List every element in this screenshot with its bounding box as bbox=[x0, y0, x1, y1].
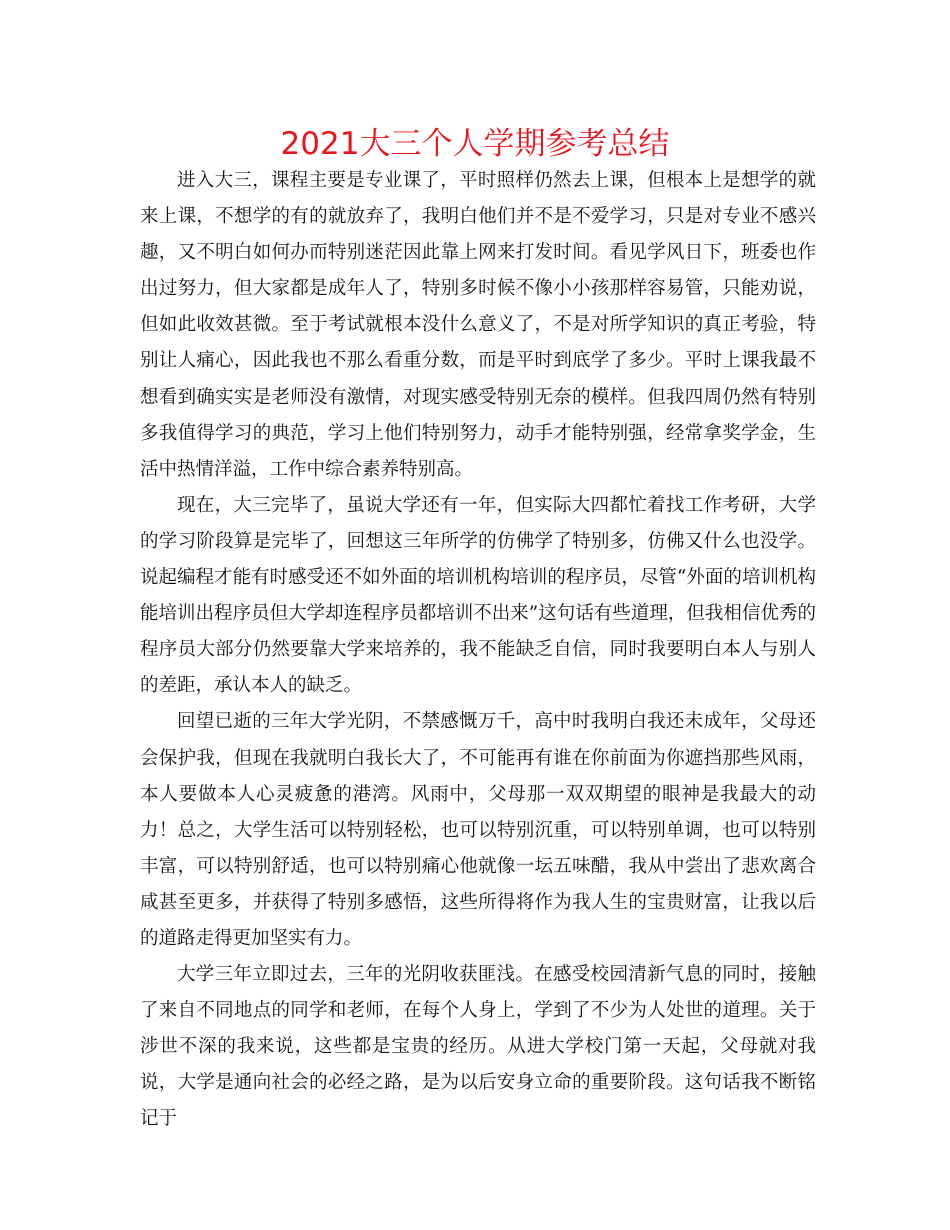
paragraph-4: 大学三年立即过去，三年的光阴收获匪浅。在感受校园清新气息的同时，接触了来自不同地点的同学和老师，在每个人身上，学到了不少为人处世的道理。关于涉世不深的我来说，这些都是宝贵的经历。从进大学校门第一天起，父母就对我说，大学是通向社会的必经之路，是为以后安身立命的重要阶段。这句话我不断铭记于 bbox=[140, 964, 816, 1130]
document-body bbox=[140, 163, 816, 1138]
paragraph-1: 进入大三，课程主要是专业课了，平时照样仍然去上课，但根本上是想学的就来上课，不想学的有的就放弃了，我明白他们并不是不爱学习，只是对专业不感兴趣，又不明白如何办而特别迷茫因此靠上网来打发时间。看见学风日下，班委也作出过努力，但大家都是成年人了，特别多时候不像小小孩那样容易管，只能劝说，但如此收效甚微。至于考试就根本没什么意义了，不是对所学知识的真正考验，特别让人痛心，因此我也不那么看重分数，而是平时到底学了多少。平时上课我最不想看到确实实是老师没有激情，对现实感受特别无奈的模样。但我四周仍然有特别多我值得学习的典范，学习上他们特别努力，动手才能特别强，经常拿奖学金，生活中热情洋溢，工作中综合素养特别高。 bbox=[140, 170, 816, 480]
document-title: 2021大三个人学期参考总结 bbox=[280, 126, 670, 162]
paragraph-3: 回望已逝的三年大学光阴，不禁感慨万千，高中时我明白我还未成年，父母还会保护我，但现在我就明白我长大了，不可能再有谁在你前面为你遮挡那些风雨，本人要做本人心灵疲惫的港湾。风雨中，父母那一双双期望的眼神是我最大的动力！总之，大学生活可以特别轻松，也可以特别沉重，可以特别单调，也可以特别丰富，可以特别舒适，也可以特别痛心他就像一坛五味醋，我从中尝出了悲欢离合咸甚至更多，并获得了特别多感悟，这些所得将作为我人生的宝贵财富，让我以后的道路走得更加坚实有力。 bbox=[140, 711, 816, 949]
paragraph-2: 现在，大三完毕了，虽说大学还有一年，但实际大四都忙着找工作考研，大学的学习阶段算是完毕了，回想这三年所学的仿佛学了特别多，仿佛又什么也没学。说起编程才能有时感受还不如外面的培训机构培训的程序员，尽管“外面的培训机构能培训出程序员但大学却连程序员都培训不出来”这句话有些道理，但我相信优秀的程序员大部分仍然要靠大学来培养的，我不能缺乏自信，同时我要明白本人与别人的差距，承认本人的缺乏。 bbox=[140, 494, 816, 697]
